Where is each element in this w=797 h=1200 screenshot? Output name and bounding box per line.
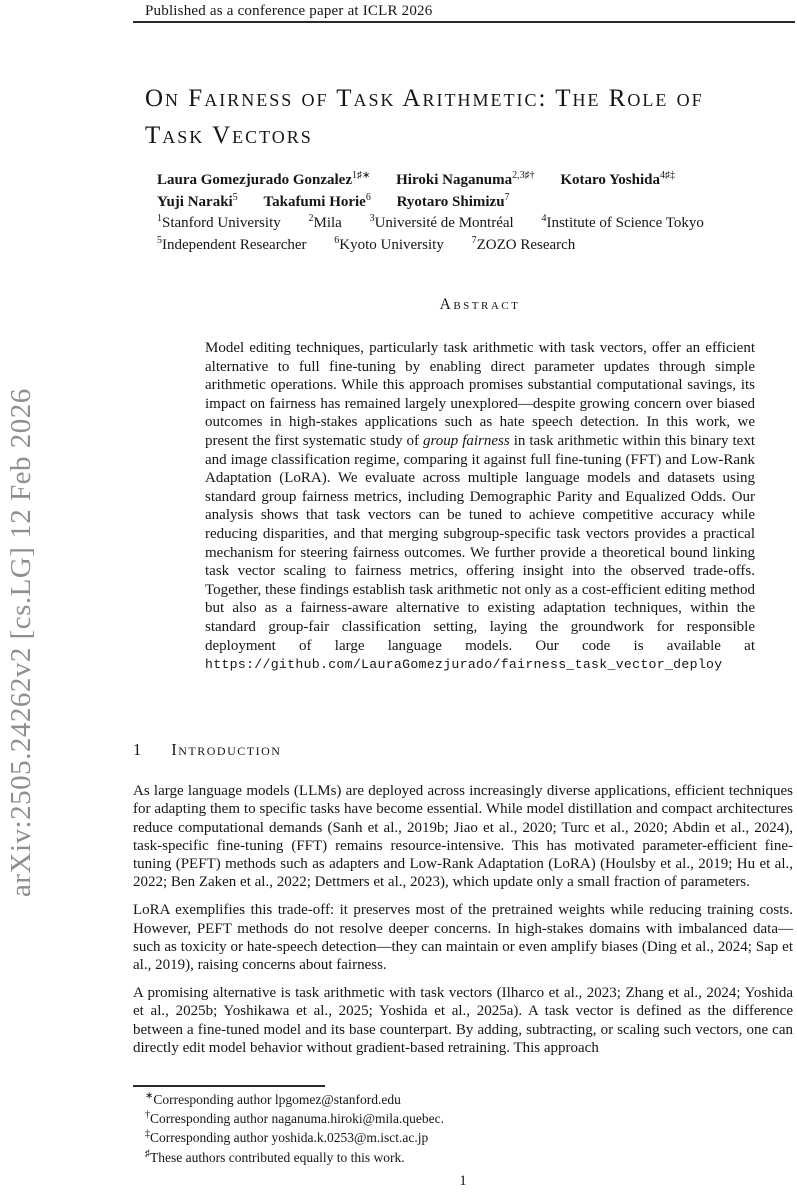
affiliation: $^1$Stanford University — [157, 213, 281, 231]
abstract-text-2: in task arithmetic within this binary text and image classification regime, comparing it against full fine-tuning (FFT) and Low-Rank Adaptation (LoRA). We evaluate across multiple language models and datasets using standard group fairness metrics, including Demographic Parity and Equalized Odds. Our analysis shows that task vectors can be tuned to achieve competitive accuracy while reducing disparities, and that merging subgroup-specific task vectors provides a practical mechanism for steering fairness outcomes. We further provide a theoretical bound linking task vector scaling to fairness metrics, offering insight into the observed trade-offs. Together, these findings establish task arithmetic not only as a cost-efficient editing method but also as a fairness-aware alternative to existing adaptation techniques, within the standard group-fair classification setting, laying the groundwork for responsible deployment of large language models. Our code is available at — [205, 432, 755, 654]
author: Kotaro Yoshida$^{4♯\ddagger}$ — [560, 170, 675, 188]
footnote: †Corresponding author naganuma.hiroki@mila.quebec. — [145, 1109, 444, 1127]
arxiv-watermark: arXiv:2505.24262v2 [cs.LG] 12 Feb 2026 — [5, 388, 37, 897]
paper-title-line2: Task Vectors — [145, 122, 313, 149]
header-rule — [133, 21, 795, 23]
page-number: 1 — [459, 1173, 467, 1189]
affiliation: $^3$Université de Montréal — [369, 213, 514, 231]
author: Ryotaro Shimizu$^7$ — [396, 191, 510, 210]
affiliation: $^7$ZOZO Research — [471, 234, 576, 253]
author-superscript: 6 — [365, 191, 371, 203]
author-superscript: 2,3♯† — [512, 170, 535, 181]
paper-title-line1: On Fairness of Task Arithmetic: The Role of — [145, 85, 704, 112]
introduction-body — [133, 782, 793, 1067]
code-repository-link[interactable]: https://github.com/LauraGomezjurado/fairness_task_vector_deploy — [205, 657, 723, 673]
intro-paragraph-1: As large language models (LLMs) are deployed across increasingly diverse applications, efficient techniques for adapting them to specific tasks have become essential. While model distillation and compact architectures reduce computational demands (Sanh et al., 2019b; Jiao et al., 2020; Turc et al., 2020; Abdin et al., 2024), task-specific fine-tuning (FFT) remains resource-intensive. This has motivated parameter-efficient fine-tuning (PEFT) methods such as adapters and Low-Rank Adaptation (LoRA) (Houlsby et al., 2019; Hu et al., 2022; Ben Zaken et al., 2022; Dettmers et al., 2023), which update only a small fraction of parameters. — [133, 783, 793, 891]
affiliation-row-1 — [157, 213, 797, 235]
abstract-emphasis: group fairness — [422, 432, 510, 449]
affiliation: $^5$Independent Researcher — [157, 234, 307, 253]
intro-paragraph-2: LoRA exemplifies this trade-off: it preserves most of the pretrained weights while reducing training costs. However, PEFT methods do not resolve deeper concerns. In high-stakes domains with imbalanced data—such as toxicity or hate-speech detection—they can maintain or even amplify biases (Ding et al., 2024; Sap et al., 2019), raising concerns about fairness. — [133, 902, 793, 974]
author-superscript: 1♯∗ — [351, 170, 371, 181]
author-superscript: 5 — [232, 191, 238, 203]
footnote-marker: † — [145, 1109, 150, 1121]
section-title: Introduction — [171, 740, 282, 759]
intro-paragraph-3: A promising alternative is task arithmetic with task vectors (Ilharco et al., 2023; Zhang et al., 2024; Yoshida et al., 2025b; Yoshikawa et al., 2025; Yoshida et al., 2025a). A task vector is defined as the difference between a fine-tuned model and its base counterpart. By adding, subtracting, or scaling such vectors, one can directly edit model behavior without gradient-based retraining. This approach — [133, 984, 793, 1056]
footnote: ‡Corresponding author yoshida.k.0253@m.isct.ac.jp — [145, 1128, 429, 1146]
author-superscript: 4♯‡ — [659, 170, 675, 181]
affiliation: $^2$Mila — [308, 213, 342, 231]
affiliation: $^6$Kyoto University — [334, 234, 444, 253]
abstract-heading: Abstract — [439, 296, 521, 313]
affiliation-row-2 — [157, 235, 797, 257]
author: Takafumi Horie$^6$ — [263, 191, 371, 210]
paper-title — [145, 80, 797, 154]
footnote-marker: ♯ — [145, 1148, 150, 1160]
section-heading-introduction — [133, 740, 281, 760]
abstract-text-1: Model editing techniques, particularly task arithmetic with task vectors, offer an efficient alternative to full fine-tuning by enabling direct parameter updates through simple arithmetic operations. While this approach promises substantial computational savings, its impact on fairness has remained largely unexplored—despite growing concern over biased outcomes in high-stakes applications such as hate speech detection. In this work, we present the first systematic study of — [205, 340, 755, 449]
footnotes-block — [133, 1090, 793, 1167]
author: Laura Gomezjurado Gonzalez$^{1♯∗}$ — [157, 170, 371, 188]
affiliation: $^4$Institute of Science Tokyo — [541, 213, 704, 231]
author-superscript: 7 — [504, 191, 510, 203]
footnote-marker: ∗ — [145, 1090, 154, 1102]
author: Yuji Naraki$^5$ — [157, 191, 238, 210]
authors-block — [157, 170, 797, 256]
author-row-1 — [157, 170, 797, 192]
footnote: ♯These authors contributed equally to this work. — [145, 1148, 405, 1165]
footnote-marker: ‡ — [145, 1128, 150, 1140]
abstract-body — [205, 339, 755, 675]
running-header: Published as a conference paper at ICLR 2026 — [145, 3, 433, 19]
footnote-rule — [133, 1085, 325, 1087]
section-number: 1 — [133, 740, 142, 759]
author-row-2 — [157, 192, 797, 214]
footnote: ∗Corresponding author lpgomez@stanford.edu — [145, 1090, 401, 1107]
author: Hiroki Naganuma$^{2,3♯\dagger}$ — [396, 170, 535, 188]
